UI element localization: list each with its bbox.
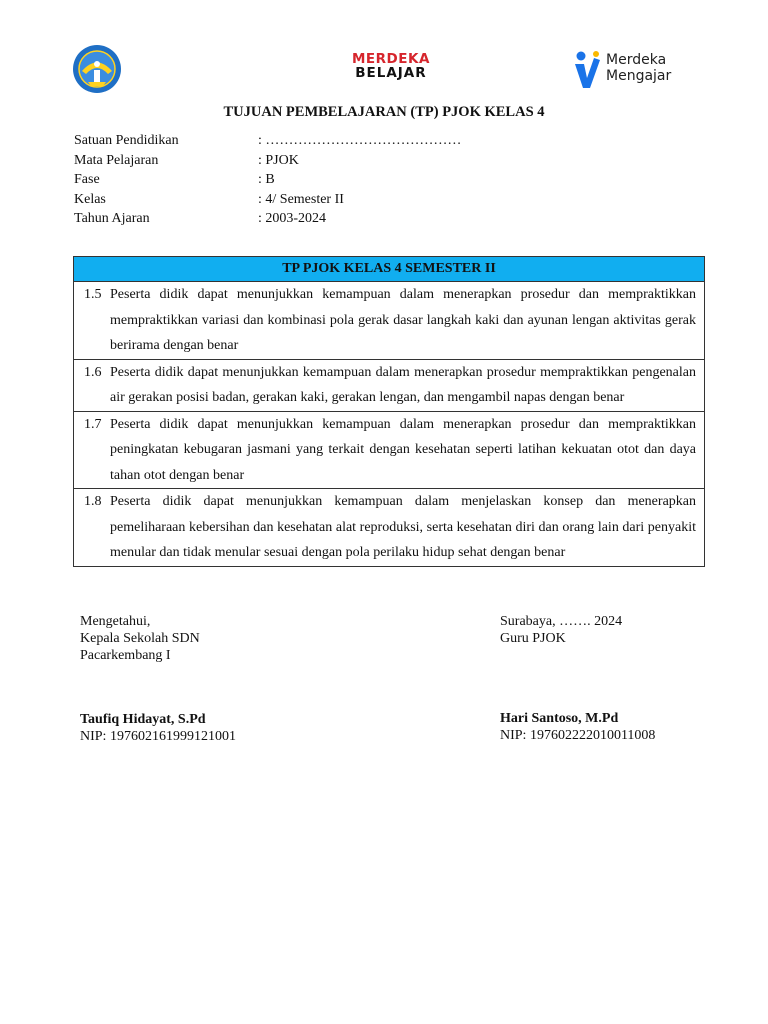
item-text: Peserta didik dapat menunjukkan kemampuan dalam menerapkan prosedur mempraktikkan pengenalan air gerakan posisi badan, gerakan kaki, gerakan lengan, dan mengambil napas dengan benar — [110, 364, 696, 405]
signature-right — [500, 613, 655, 744]
document-title: TUJUAN PEMBELAJARAN (TP) PJOK KELAS 4 — [223, 104, 545, 120]
sig-left-line3: Pacarkembang I — [80, 648, 171, 663]
sig-right-line2: Guru PJOK — [500, 631, 566, 646]
table-cell — [74, 411, 705, 489]
sig-left-line2: Kepala Sekolah SDN — [80, 631, 200, 646]
item-text: Peserta didik dapat menunjukkan kemampuan dalam menjelaskan konsep dan menerapkan pemeliharaan kebersihan dan kesehatan alat reproduksi, serta kesehatan diri dan orang lain dari penyakit menular dan tidak menular sesuai dengan pola perilaku hidup sehat dengan benar — [110, 494, 696, 560]
merdeka-belajar-line1: MERDEKA — [352, 51, 430, 67]
item-number: 1.8 — [84, 494, 102, 509]
merdeka-belajar-logo — [352, 52, 430, 80]
info-value: : 2003-2024 — [258, 211, 327, 226]
info-label: Mata Pelajaran — [74, 152, 159, 168]
signature-left — [80, 613, 236, 745]
table-cell — [74, 489, 705, 567]
table-row — [74, 411, 705, 489]
logo-bar — [0, 44, 768, 94]
info-row — [74, 209, 461, 229]
kemdikbud-logo — [72, 44, 122, 94]
table-cell — [74, 359, 705, 411]
sig-right-name: Hari Santoso, M.Pd — [500, 711, 619, 726]
sig-right-line1: Surabaya, ……. 2024 — [500, 614, 623, 629]
item-text: Peserta didik dapat menunjukkan kemampuan dalam menerapkan prosedur dan mempraktikkan mempraktikkan variasi dan kombinasi pola gerak dasar langkah kaki dan ayunan lengan aktivitas gerak berirama dengan benar — [110, 287, 696, 353]
table-header-row — [74, 257, 705, 282]
merdeka-mengajar-icon — [572, 50, 602, 90]
table-row — [74, 282, 705, 360]
info-value: : 4/ Semester II — [258, 191, 344, 207]
info-value: : …………………………………… — [258, 133, 462, 148]
sig-left-name: Taufiq Hidayat, S.Pd — [80, 712, 206, 727]
info-label: Satuan Pendidikan — [74, 133, 179, 148]
item-number: 1.5 — [84, 287, 102, 302]
table-row — [74, 359, 705, 411]
item-number: 1.6 — [84, 364, 102, 380]
table-cell — [74, 282, 705, 360]
merdeka-mengajar-line1: Merdeka — [606, 52, 667, 68]
info-row — [74, 131, 461, 151]
table-row — [74, 489, 705, 567]
tut-wuri-handayani-icon — [72, 44, 122, 94]
info-block — [74, 131, 461, 229]
info-label: Tahun Ajaran — [74, 211, 150, 226]
info-label: Fase — [74, 172, 100, 187]
info-label: Kelas — [74, 191, 106, 207]
item-number: 1.7 — [84, 416, 102, 432]
info-value: : PJOK — [258, 152, 299, 168]
merdeka-mengajar-text — [606, 52, 671, 84]
info-value: : B — [258, 172, 275, 187]
info-row — [74, 151, 461, 171]
merdeka-mengajar-line2: Mengajar — [606, 68, 672, 84]
sig-right-nip: NIP: 197602222010011008 — [500, 728, 656, 743]
item-text: Peserta didik dapat menunjukkan kemampuan dalam menerapkan prosedur dan mempraktikkan peningkatan kebugaran jasmani yang terkait dengan kesehatan seperti latihan kekuatan otot dan daya tahan otot dengan benar — [110, 416, 696, 483]
info-row — [74, 170, 461, 190]
info-row — [74, 190, 461, 210]
sig-left-nip: NIP: 197602161999121001 — [80, 729, 236, 744]
tp-table — [73, 256, 705, 567]
table-header: TP PJOK KELAS 4 SEMESTER II — [74, 257, 705, 282]
sig-left-line1: Mengetahui, — [80, 614, 151, 629]
merdeka-belajar-line2: BELAJAR — [355, 65, 427, 81]
